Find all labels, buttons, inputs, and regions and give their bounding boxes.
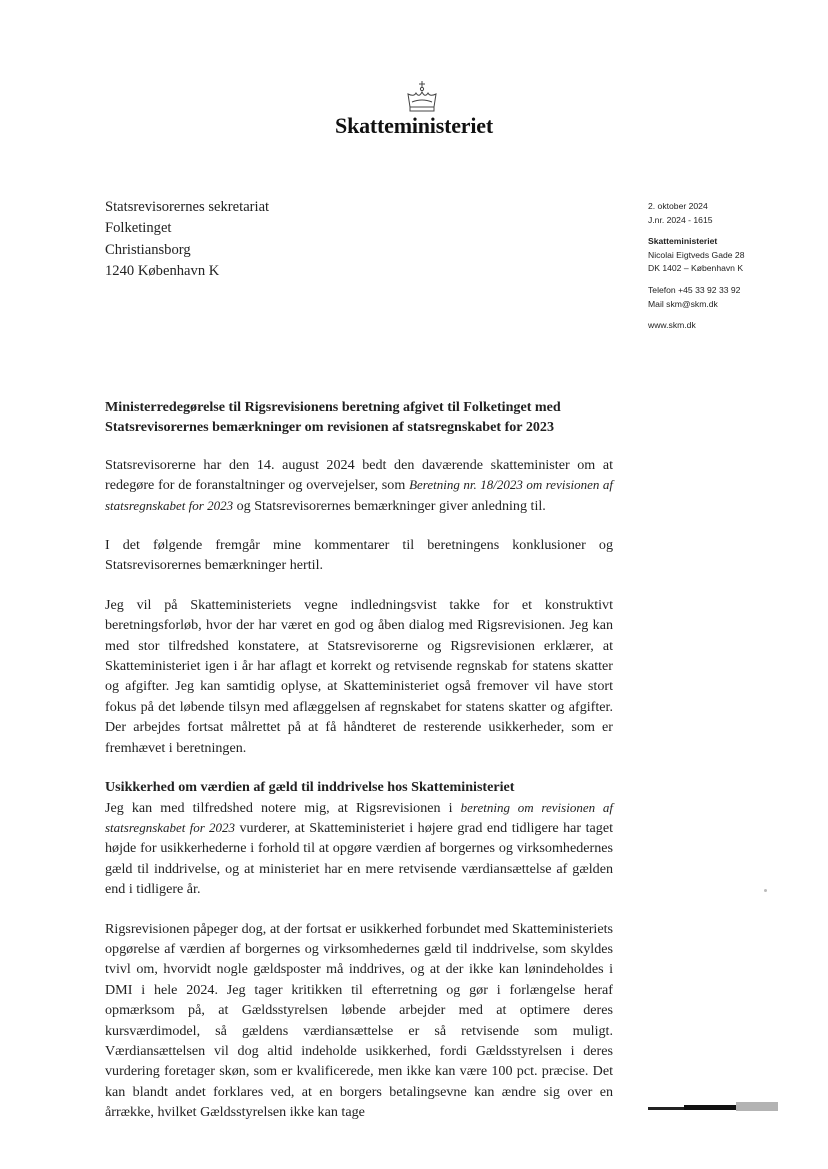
sender-web: www.skm.dk [648, 320, 696, 331]
recipient-address [105, 197, 269, 283]
logo-text: Skatteministeriet [335, 113, 493, 138]
recipient-line: Folketinget [105, 220, 172, 237]
footer-bar [684, 1105, 736, 1110]
letter-body [105, 397, 613, 1142]
sender-org: Skatteministeriet [648, 236, 718, 247]
footer-bar [648, 1107, 684, 1110]
paragraph: Jeg vil på Skatteministeriets vegne indledningsvist takke for et konstruktivt beretningsforløb, hvor der har været en god og åben dialog med Rigsrevisionen. Jeg kan med stor tilfredshed konstatere, at Statsrevisorerne og Rigsrevisionen erklærer, at Skatteministeriet igen i år har aflagt et korrekt og retvisende regnskab for statens skatter og afgifter. Jeg kan samtidig oplyse, at Skatteministeriet også fremover vil have stort fokus på det løbende tilsyn med aflæggelsen af regnskabet for statens skatter og afgifter. Der arbejdes fortsat målrettet på at få håndteret de resterende usikkerheder, som er fremhævet i beretningen. [105, 596, 613, 756]
sender-phone: Telefon +45 33 92 33 92 [648, 284, 741, 295]
sender-street: Nicolai Eigtveds Gade 28 [648, 249, 745, 260]
sender-mail: Mail skm@skm.dk [648, 298, 718, 309]
footer-bar [736, 1102, 778, 1111]
recipient-line: 1240 København K [105, 263, 220, 280]
sender-info [648, 200, 745, 333]
scan-dot [764, 889, 767, 892]
paragraph: Jeg kan med tilfredshed notere mig, at Rigsrevisionen i beretning om revisionen af statsregnskabet for 2023 vurderer, at Skatteministeriet i højere grad end tidligere har taget højde for usikkerhederne i forhold til at opgøre værdien af borgernes og virksomhedernes gæld til inddrivelse, og at ministeriet har en mere retvisende værdiansættelse af gælden end i tidligere år. [105, 799, 614, 898]
recipient-line: Christiansborg [105, 241, 191, 258]
recipient-line: Statsrevisorernes sekretariat [105, 199, 270, 215]
letter-title: Ministerredegørelse til Rigsrevisionens beretning afgivet til Folketinget med Statsrevisorernes bemærkninger om revisionen af statsregnskabet for 2023 [105, 399, 561, 436]
paragraph: I det følgende fremgår mine kommentarer til beretningens konklusioner og Statsrevisorernes bemærkninger hertil. [105, 537, 613, 574]
sender-city: DK 1402 – København K [648, 263, 744, 274]
letter-date: 2. oktober 2024 [648, 201, 708, 211]
crown-icon [405, 80, 439, 116]
paragraph: Statsrevisorerne har den 14. august 2024 bedt den daværende skatteminister om at redegøre for de foranstaltninger og overvejelser, som Beretning nr. 18/2023 om revisionen af statsregnskabet for 2023 og Statsrevisorernes bemærkninger giver anledning til. [105, 456, 613, 514]
paragraph: Rigsrevisionen påpeger dog, at der fortsat er usikkerhed forbundet med Skatteministeriets opgørelse af værdien af borgernes og virksomhedernes gæld til inddrivelse, som skyldes tvivl om, hvorvidt nogle gældsposter må inddrives, og at der ikke kan lønindeholdes i DMI i hele 2024. Jeg tager kritikken til efterretning og gør i forlængelse heraf opmærksom på, at Gældsstyrelsen løbende arbejder med at optimere deres kursværdimodel, så gældens værdiansættelse er så retvisende som muligt. Værdiansættelsen vil dog altid indeholde usikkerhed, fordi Gældsstyrelsen i deres vurdering foretager skøn, som er kvalificerede, men ikke kan være 100 pct. præcise. Det kan blandt andet forklares ved, at en borgers betalingsevne kan ændre sig over en årrække, hvilket Gældsstyrelsen ikke kan tage [105, 920, 613, 1121]
journal-number: J.nr. 2024 - 1615 [648, 214, 713, 225]
section-heading: Usikkerhed om værdien af gæld til inddrivelse hos Skatteministeriet [105, 779, 515, 796]
